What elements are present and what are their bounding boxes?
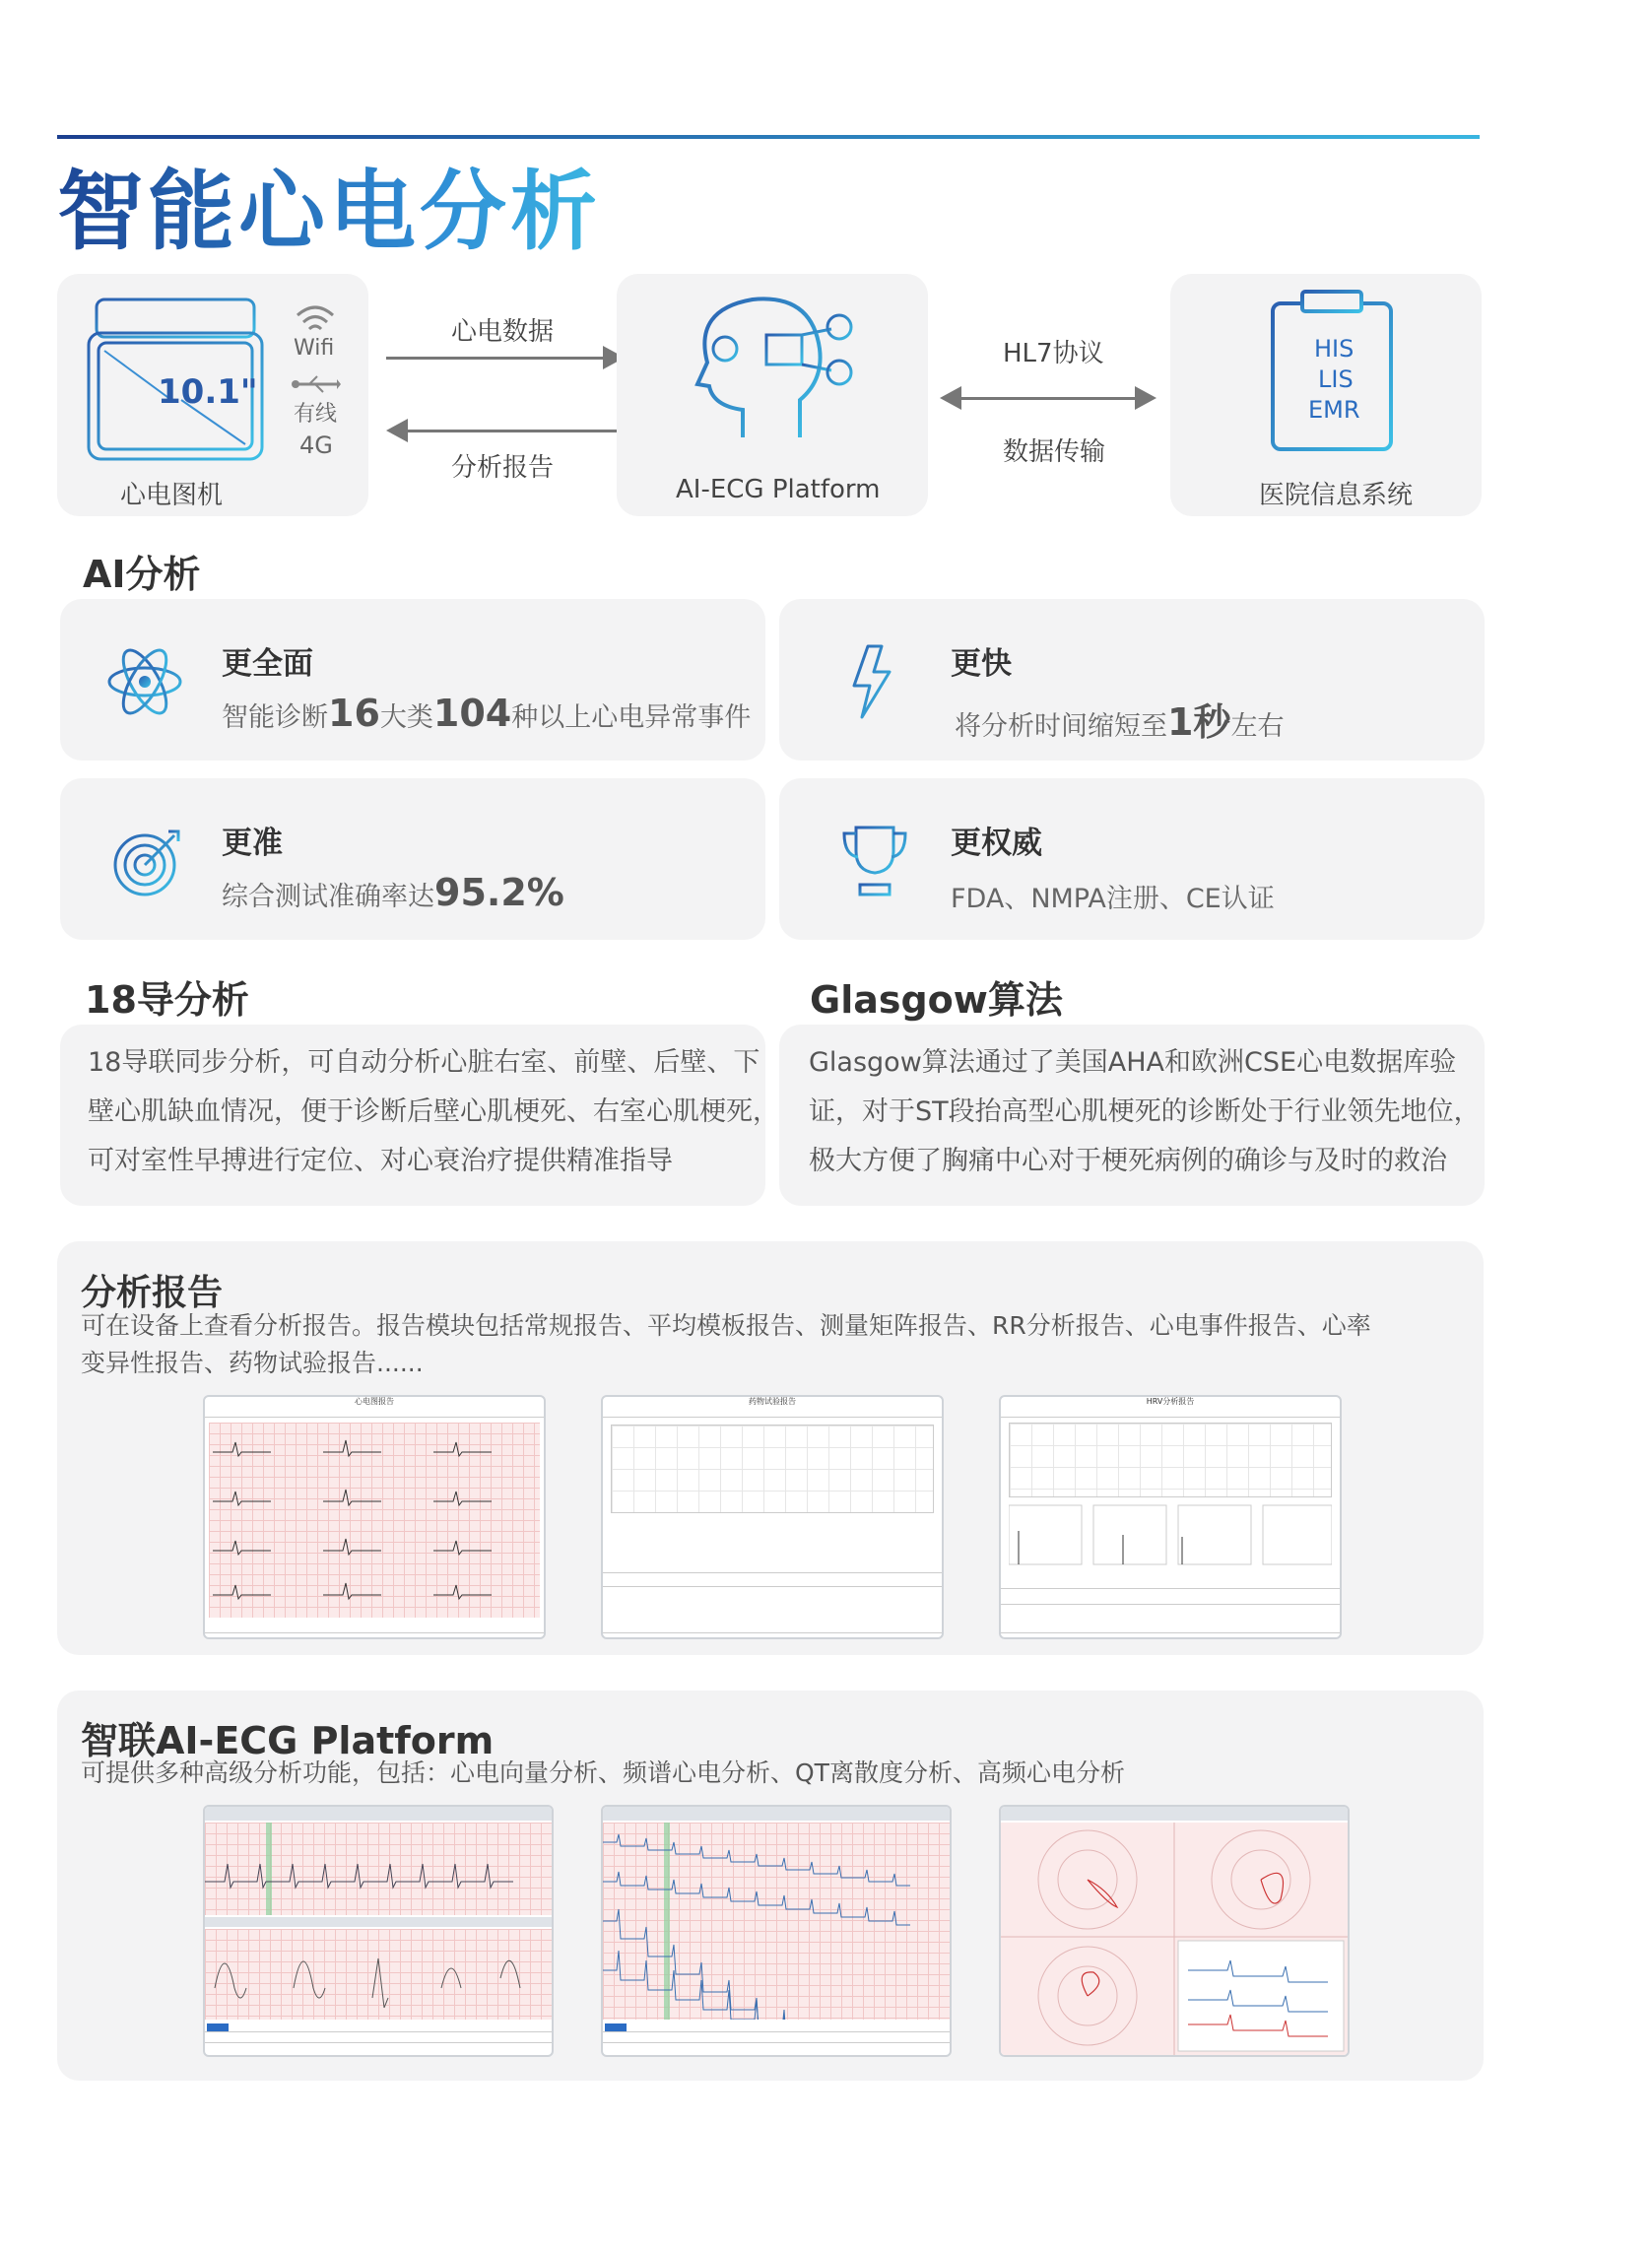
platform-label: AI-ECG Platform xyxy=(676,475,881,504)
screenshot-toolbar xyxy=(1001,1807,1348,1821)
feature-card-authoritative xyxy=(779,778,1485,940)
glasgow-card xyxy=(779,1025,1485,1206)
report-footer-row xyxy=(1001,1623,1340,1633)
analysis-report-label: 分析报告 xyxy=(451,453,555,483)
wired-label: 有线 xyxy=(294,402,338,427)
platform-screenshot-vector xyxy=(999,1805,1350,2057)
his-label: 医院信息系统 xyxy=(1259,481,1414,510)
usb-icon xyxy=(290,373,341,395)
report-footer-row xyxy=(603,1623,942,1633)
report-footer-row xyxy=(205,1623,544,1633)
ecg-grid xyxy=(209,1423,540,1618)
page-title: 智能心电分析 xyxy=(57,158,601,266)
lightning-icon xyxy=(848,642,895,721)
wifi-icon xyxy=(294,303,337,337)
rhythm-strip xyxy=(205,1823,552,1915)
arrow-both-right-icon xyxy=(1135,386,1156,410)
screenshot-subtoolbar xyxy=(205,1917,552,1927)
feature-title: 更权威 xyxy=(951,826,1042,861)
feature-desc: 智能诊断16大类104种以上心电异常事件 xyxy=(222,692,752,735)
report-thumbnail-hrv xyxy=(999,1395,1342,1639)
ai-head-icon xyxy=(684,290,861,447)
wifi-label: Wifi xyxy=(294,336,335,361)
screenshot-table xyxy=(603,2022,950,2051)
arrow-both-left-icon xyxy=(940,386,961,410)
screenshot-toolbar xyxy=(603,1807,950,1821)
platform-section-line: 可提供多种高级分析功能，包括：心电向量分析、频谱心电分析、QT离散度分析、高频心电分析 xyxy=(81,1758,1125,1787)
report-info-row xyxy=(1001,1407,1340,1418)
arrow-both-line xyxy=(961,397,1135,400)
glasgow-line: 极大方便了胸痛中心对于梗死病例的确诊与及时的救治 xyxy=(809,1146,1447,1176)
platform-section-heading: 智联AI-ECG Platform xyxy=(81,1719,495,1762)
platform-screenshot-rhythm xyxy=(203,1805,554,2057)
report-info-row xyxy=(603,1407,942,1418)
feature-card-fast xyxy=(779,599,1485,761)
lead18-heading: 18导分析 xyxy=(85,978,249,1022)
arrow-left-line xyxy=(408,430,625,432)
lead-grid xyxy=(603,1823,950,2020)
ecg-data-label: 心电数据 xyxy=(451,317,555,347)
screenshot-table xyxy=(205,2022,552,2051)
feature-desc: 将分析时间缩短至1秒左右 xyxy=(955,700,1285,744)
lead-waves xyxy=(603,1823,950,2020)
glasgow-heading: Glasgow算法 xyxy=(810,978,1063,1022)
report-row xyxy=(603,1562,942,1573)
ai-heading: AI分析 xyxy=(83,553,201,596)
beat-view xyxy=(205,1929,552,2020)
report-thumbnail-drug xyxy=(601,1395,944,1639)
device-card xyxy=(57,274,368,516)
rhythm-wave xyxy=(205,1823,552,1915)
feature-title: 更全面 xyxy=(222,646,313,682)
vector-loops xyxy=(1001,1823,1348,2055)
screen-size: 10.1" xyxy=(158,372,258,412)
hl7-label: HL7协议 xyxy=(1003,339,1104,368)
feature-card-comprehensive xyxy=(60,599,765,761)
lead18-card xyxy=(60,1025,779,1206)
report-row xyxy=(1001,1594,1340,1605)
reports-heading: 分析报告 xyxy=(81,1273,224,1313)
his-card xyxy=(1170,274,1482,516)
platform-screenshot-12lead xyxy=(601,1805,952,2057)
arrow-left-icon xyxy=(386,419,408,442)
feature-card-accurate xyxy=(60,778,765,940)
feature-desc: 综合测试准确率达95.2% xyxy=(222,871,564,914)
feature-title: 更快 xyxy=(951,646,1012,682)
feature-desc: FDA、NMPA注册、CE认证 xyxy=(951,884,1275,914)
his-line1: HIS xyxy=(1314,335,1355,363)
device-label: 心电图机 xyxy=(120,481,224,510)
screenshot-toolbar xyxy=(205,1807,552,1821)
lead18-line: 18导联同步分析，可自动分析心脏右室、前壁、后壁、下 xyxy=(88,1047,760,1078)
report-thumb-title: HRV分析报告 xyxy=(1146,1397,1195,1406)
glasgow-line: 证，对于ST段抬高型心肌梗死的诊断处于行业领先地位， xyxy=(809,1096,1481,1127)
report-thumbnail-ecg xyxy=(203,1395,546,1639)
his-line3: EMR xyxy=(1308,396,1360,424)
report-thumb-title: 药物试验报告 xyxy=(749,1397,796,1406)
glasgow-line: Glasgow算法通过了美国AHA和欧洲CSE心电数据库验 xyxy=(809,1047,1457,1078)
histogram-bars xyxy=(1009,1501,1332,1570)
atom-icon xyxy=(105,642,184,721)
platform-section-card xyxy=(57,1691,1484,2081)
report-thumb-title: 心电图报告 xyxy=(355,1397,394,1406)
ecg-waves xyxy=(209,1423,540,1616)
beat-waves xyxy=(205,1929,552,2020)
chart-area xyxy=(611,1425,934,1513)
lead18-line: 壁心肌缺血情况，便于诊断后壁心肌梗死、右室心肌梗死， xyxy=(88,1096,779,1127)
report-row xyxy=(603,1576,942,1587)
report-row xyxy=(1001,1578,1340,1589)
report-info-row xyxy=(205,1407,544,1418)
target-icon xyxy=(109,822,188,900)
platform-card xyxy=(617,274,928,516)
4g-label: 4G xyxy=(299,431,333,459)
chart-area xyxy=(1009,1423,1332,1497)
trophy-icon xyxy=(840,822,909,900)
reports-card xyxy=(57,1241,1484,1655)
lead18-line: 可对室性早搏进行定位、对心衰治疗提供精准指导 xyxy=(88,1146,673,1176)
arrow-right-line xyxy=(386,357,603,360)
his-line2: LIS xyxy=(1318,365,1354,393)
reports-line: 变异性报告、药物试验报告...... xyxy=(81,1349,424,1377)
data-transfer-label: 数据传输 xyxy=(1003,437,1106,467)
reports-line: 可在设备上查看分析报告。报告模块包括常规报告、平均模板报告、测量矩阵报告、RR分析报告、心电事件报告、心率 xyxy=(81,1311,1371,1340)
feature-title: 更准 xyxy=(222,826,283,861)
header-divider xyxy=(57,135,1480,139)
